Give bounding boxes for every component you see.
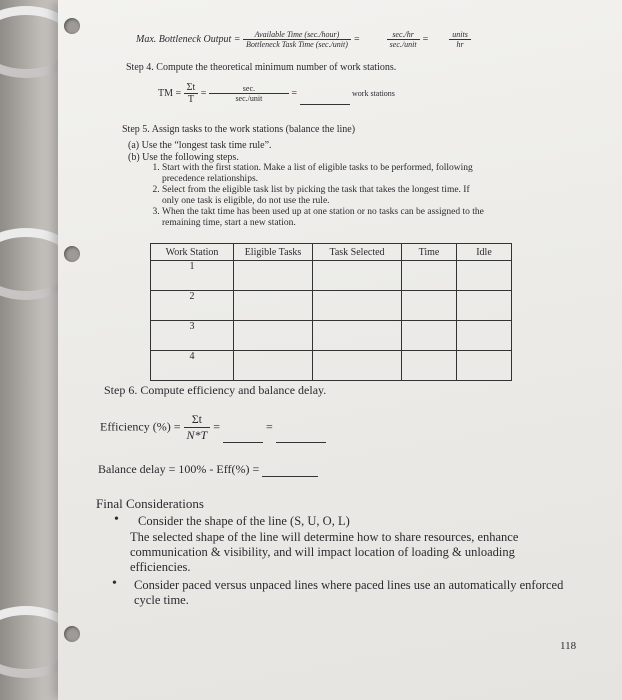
consider-shape-body: The selected shape of the line will determine how to share resources, enhance communication & visibility, and will impact location of loading & unloading efficiencies. [130,530,519,574]
tm-result-unit: work stations [352,88,395,98]
cell[interactable] [457,351,512,381]
cell[interactable] [234,351,313,381]
takt-t: T [187,94,194,105]
table-row [151,351,512,381]
col-task-selected: Task Selected [313,244,402,261]
consider-paced: Consider paced versus unpaced lines where paced lines use an automatically enforced cycle time. [134,578,564,607]
tm-unit-num: sec. [209,84,289,94]
workstation-table [150,243,512,381]
col-eligible-tasks: Eligible Tasks [234,244,313,261]
workstation-table-wrap [150,243,512,381]
cell[interactable] [457,291,512,321]
station-number: 2 [151,291,234,321]
step5-title: Step 5. Assign tasks to the work stations (balance the line) [122,124,356,135]
cell[interactable] [457,321,512,351]
bottleneck-numerator: Available Time (sec./hour) [243,30,351,40]
station-number: 1 [151,261,234,291]
col-work-station: Work Station [151,244,234,261]
cell[interactable] [234,261,313,291]
table-row [151,261,512,291]
step5-a: (a) Use the “longest task time rule”. [128,140,272,151]
cell[interactable] [457,261,512,291]
cell[interactable] [234,321,313,351]
bullet-icon: • [114,512,119,527]
step6-title: Step 6. Compute efficiency and balance delay. [104,383,327,397]
step4-title: Step 4. Compute the theoretical minimum number of work stations. [126,62,397,73]
step5-list [144,163,484,229]
step5-item: 1. Start with the first station. Make a list of eligible tasks to be performed, following precedence relationships. [162,163,484,185]
tm-label: TM = [158,87,182,99]
bottleneck-unit-numerator: sec./hr [387,30,420,40]
sum-t: Σt [184,82,199,94]
efficiency-numerator: Σt [184,412,211,428]
bottleneck-result-numerator: units [449,30,471,40]
punch-hole [64,626,80,642]
worksheet-page [58,0,622,700]
cell[interactable] [313,351,402,381]
col-idle: Idle [457,244,512,261]
table-row [151,291,512,321]
table-row [151,321,512,351]
balance-delay-formula [98,462,318,477]
cell[interactable] [313,321,402,351]
step5-item: 3. When the takt time has been used up at one station or no tasks can be assigned to the remaining time, start a new station. [162,207,484,229]
cell[interactable] [402,321,457,351]
station-number: 4 [151,351,234,381]
station-number: 3 [151,321,234,351]
cell[interactable] [313,261,402,291]
page-number: 118 [560,640,577,652]
efficiency-formula: Efficiency (%) = $\frac{\Sigma t}{N*T}$ = = [100,412,326,443]
bullet-icon: • [112,576,117,591]
balance-delay-label: Balance delay = 100% - Eff(%) = [98,462,260,476]
cell[interactable] [402,291,457,321]
efficiency-label: Efficiency (%) = [100,419,181,434]
bottleneck-label: Max. Bottleneck Output = [136,33,241,45]
bottleneck-denominator: Bottleneck Task Time (sec./unit) [246,40,348,49]
consider-shape: Consider the shape of the line (S, U, O, L) [138,514,350,528]
efficiency-denominator: N*T [186,428,208,442]
table-header-row [151,244,512,261]
bottleneck-unit-denominator: sec./unit [389,40,417,49]
punch-hole [64,246,80,262]
tm-unit-den: sec./unit [235,94,263,103]
step5-item: 2. Select from the eligible task list by picking the task that takes the longest time. If only one task is eligible, do not use the rule. [162,185,484,207]
step5-b: (b) Use the following steps. [128,152,239,163]
cell[interactable] [402,261,457,291]
bottleneck-formula: Max. Bottleneck Output = $\frac{\text{Available Time (sec./hour)}}{\text{Bottleneck Task Time (sec./unit)}}$ = $\frac{\sec./hr}{\text{sec./unit}}$ = $\frac{\text{units}}{hr}$ [136,30,471,49]
cell[interactable] [234,291,313,321]
cell[interactable] [313,291,402,321]
step4-formula: TM = $\frac{\Sigma t}{T}$ = $\frac{\sec.}{\text{sec./unit}}$ = work stations [158,82,395,105]
cell[interactable] [402,351,457,381]
col-time: Time [402,244,457,261]
final-title: Final Considerations [96,496,204,511]
bottleneck-result-denominator: hr [456,40,464,49]
punch-hole [64,18,80,34]
